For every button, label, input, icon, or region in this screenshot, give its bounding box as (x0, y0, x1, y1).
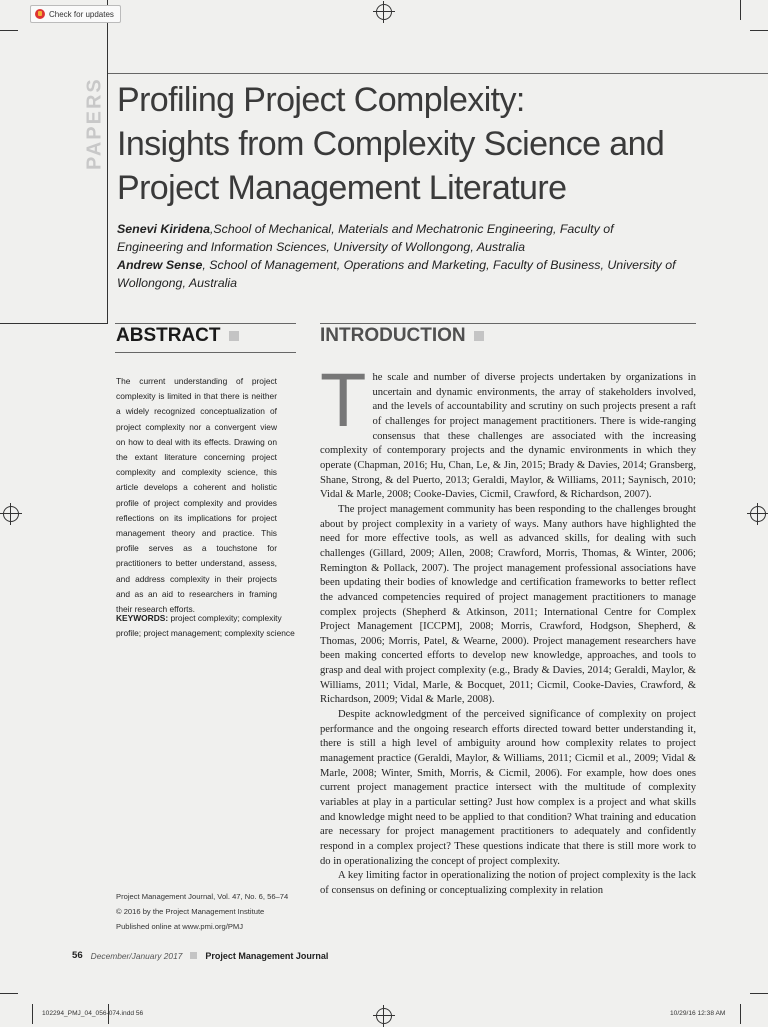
crop-mark (0, 323, 108, 324)
check-for-updates-button[interactable] (30, 5, 121, 23)
introduction-rule (320, 323, 696, 324)
abstract-heading (116, 325, 239, 347)
author-name: Andrew Sense (117, 258, 203, 272)
introduction-heading-text: INTRODUCTION (320, 325, 466, 346)
registration-mark-icon (376, 1008, 392, 1024)
introduction-heading (320, 325, 484, 347)
keywords (116, 611, 296, 641)
introduction-paragraph (320, 358, 696, 503)
author-affiliation: , School of Management, Operations and Marketing, Faculty of Business, University of Wollongong, Australia (117, 258, 676, 290)
citation-line: Project Management Journal, Vol. 47, No. 6, 56–74 (116, 892, 289, 901)
print-slug-file: 102294_PMJ_04_056-074.indd 56 (42, 1010, 144, 1017)
abstract-rule (115, 323, 296, 324)
page-number: 56 (72, 950, 83, 961)
footer-square-icon (190, 952, 197, 959)
crop-mark (0, 993, 18, 994)
introduction-paragraph: Despite acknowledgment of the perceived significance of complexity on project performance and the ongoing research efforts directed toward better understanding it, there is still a high level of ambiguity around how complexity relates to project management practice (Geraldi, Maylor, & Williams, 2011; Cicmil et al., 2009; Vidal & Marle, 2008; Winter, Smith, Morris, & Cicmil, 2006). For example, how does ones current project management practice intersect with the multitude of complexity variables at play in a particular setting? Just how complex is a project and what skills and knowledge might need to be applied to that condition? What training and education are necessary for project management practitioners to adequately and confidently respond in a complex project? These questions indicate that there is still more work to do in operationalizing the concept of project complexity. (320, 709, 696, 867)
introduction-paragraph: The project management community has been responding to the challenges brought about by project complexity in a variety of ways. Many authors have highlighted the need for more effective tools, as well as advanced skills, for dealing with such challenges (Gillard, 2009; Allen, 2008; Crawford, Morris, Thomas, & Winter, 2006; Remington & Pollack, 2007). The project management professional associations have been updating their bodies of knowledge and certification frameworks to better reflect the advanced competencies required of project management practitioners to manage complex projects (Shepherd & Atkinson, 2011; International Centre for Complex Project Management [ICCPM], 2008; Morris, Crawford, Hodgson, Shepherd, & Thomas, 2006; Morris, Patel, & Wearne, 2000). Project management researchers have been making concerted efforts to develop new knowledge, approaches, and tools to grasp and deal with project complexity (e.g., Brady & Davies, 2014; Geraldi, Maylor, & Williams, 2011; Vidal, Marle, & Bocquet, 2011; Cicmil, Cooke-Davies, Crawford, & Richardson, 2009; Vidal & Marle, 2008). (320, 503, 696, 706)
introduction-body (320, 358, 696, 899)
author-name: Senevi Kiridena (117, 222, 210, 236)
abstract-heading-text: ABSTRACT (116, 325, 221, 346)
keywords-label: KEYWORDS: (116, 613, 169, 623)
crop-mark (0, 30, 18, 31)
crop-mark (740, 1004, 741, 1024)
print-slug-datetime: 10/29/16 12:38 AM (670, 1010, 726, 1017)
title-line: Project Management Literature (117, 169, 567, 207)
abstract-underline (115, 352, 296, 353)
keywords-list: project complexity; complexity profile; project management; complexity science (116, 613, 295, 638)
article-info (116, 889, 316, 934)
introduction-paragraph: A key limiting factor in operationalizing the notion of project complexity is the lack of consensus on defining or conceptualizing complexity in relation (320, 870, 696, 896)
check-for-updates-label: Check for updates (49, 9, 114, 19)
registration-mark-icon (3, 506, 19, 522)
heading-square-icon (474, 331, 484, 341)
crop-mark (740, 0, 741, 20)
heading-square-icon (229, 331, 239, 341)
section-tag: PAPERS (83, 77, 106, 171)
crossmark-icon (35, 9, 45, 19)
author-entry (117, 220, 677, 256)
abstract-text: The current understanding of project complexity is limited in that there is neither a widely recognized conceptualization of project complexity nor a convergent view on how to deal with its effects. Drawing on the extant literature concerning project complexity and complexity science, this article develops a coherent and holistic profile of project complexity and provides reflections on its implications for project management theory and practice. This profile serves as a touchstone for practitioners to better understand, assess, and address complexity in their projects and as an aid to researchers in framing their research efforts. (116, 376, 277, 615)
author-list (117, 220, 677, 292)
header-rule (108, 73, 768, 74)
crop-mark (750, 30, 768, 31)
registration-mark-icon (376, 4, 392, 20)
published-online-line: Published online at www.pmi.org/PMJ (116, 922, 244, 931)
issue-date: December/January 2017 (90, 950, 183, 961)
article-title (117, 78, 717, 210)
copyright-line: © 2016 by the Project Management Institute (116, 907, 265, 916)
crop-mark (750, 993, 768, 994)
title-line: Profiling Project Complexity: (117, 81, 525, 119)
author-affiliation: ,School of Mechanical, Materials and Mechatronic Engineering, Faculty of Engineering and Information Sciences, University of Wollongong, Australia (117, 222, 614, 254)
crop-mark (32, 1004, 33, 1024)
registration-mark-icon (750, 506, 766, 522)
page-footer (72, 950, 328, 961)
author-entry (117, 256, 677, 292)
title-line: Insights from Complexity Science and (117, 125, 665, 163)
drop-cap: T (320, 358, 367, 443)
paragraph-text: he scale and number of diverse projects undertaken by organizations in uncertain and dynamic environments, the array of stakeholders involved, and the levels of accountability and scrutiny on such projects present a raft of challenges for project management practitioners. There is wide-ranging consensus that these challenges are associated with the increasing complexity of contemporary projects and the dynamic environments in which they operate (Chapman, 2016; Hu, Chan, Le, & Jin, 2015; Brady & Davies, 2014; Gransberg, Shane, Strong, & del Puerto, 2013; Geraldi, Maylor, & Williams, 2011; Saynisch, 2010; Vidal & Marle, 2008; Cooke-Davies, Cicmil, Crawford, & Richardson, 2007). (320, 372, 696, 501)
journal-name: Project Management Journal (205, 950, 329, 961)
